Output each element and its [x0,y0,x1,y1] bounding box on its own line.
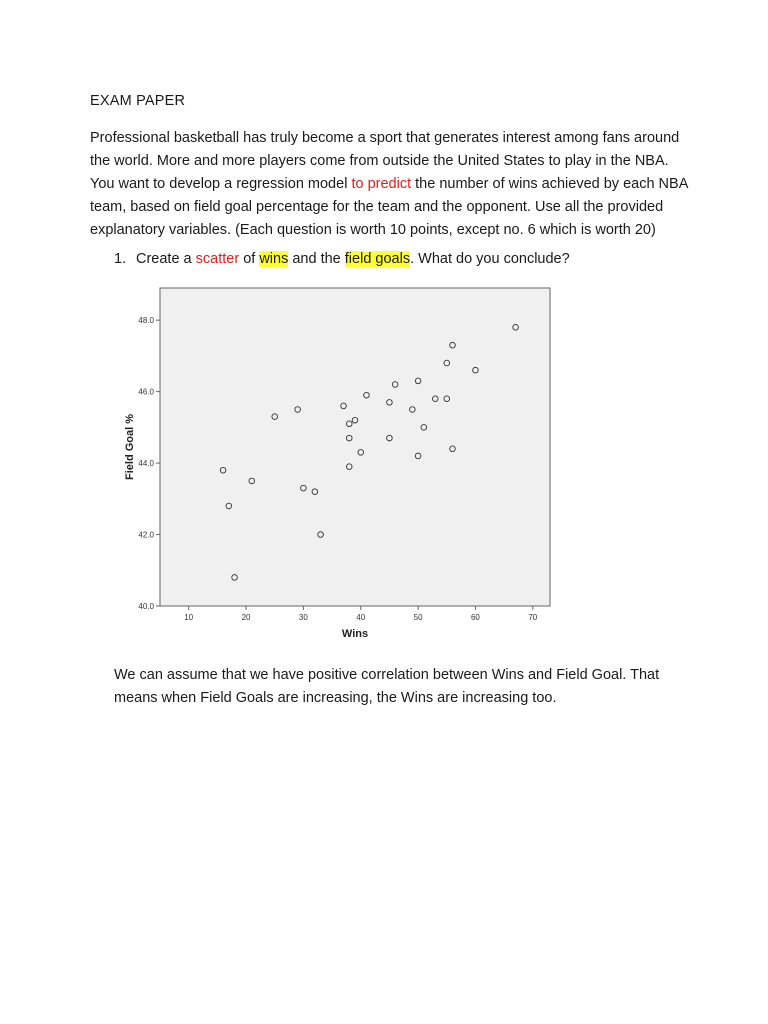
y-tick-label: 48.0 [138,316,154,326]
x-tick-label: 10 [184,613,194,622]
question-number: 1. [114,251,127,267]
x-axis-ticks [184,606,538,622]
question-word-field-goals: field goals [344,251,411,267]
x-tick-label: 20 [241,613,251,622]
plot-area [160,288,550,606]
y-axis-ticks [138,316,160,611]
y-tick-label: 42.0 [138,530,154,540]
question-text-1: Create a [136,251,196,267]
y-tick-label: 44.0 [138,459,154,469]
intro-highlight-to-predict: to predict [351,176,412,192]
question-text-4: . What do you conclude? [410,251,570,267]
x-tick-label: 70 [528,613,538,622]
y-axis-label: Field Goal % [124,413,136,481]
scatter-chart [116,280,566,645]
x-tick-label: 30 [298,613,308,622]
question-text-3: and the [288,251,345,267]
x-tick-label: 40 [356,613,366,622]
question-text-2: of [239,251,260,267]
conclusion-paragraph: We can assume that we have positive correlation between Wins and Field Goal. That means when Field Goals are increasing, the Wins are increasing too. [114,667,660,706]
question-word-wins: wins [259,251,289,267]
intro-paragraph [90,127,690,242]
question-word-scatter: scatter [195,251,240,267]
document-heading: EXAM PAPER [90,93,186,109]
intro-text-part1: Professional basketball has truly become a sport that generates interest among fans around the world. More and more players come from outside the United States to play in the NBA. You want to develop a regression model [90,130,680,192]
x-axis-label: Wins [341,628,369,640]
y-tick-label: 46.0 [138,387,154,397]
x-tick-label: 50 [413,613,423,622]
x-tick-label: 60 [470,613,480,622]
question-1 [114,249,570,269]
y-tick-label: 40.0 [138,602,154,611]
intro-text-part2: the number of wins achieved by each NBA team, based on field goal percentage for the team and the opponent. Use all the provided explanatory variables. (Each question is worth 10 points, except no. 6 which is worth 20) [90,176,688,238]
